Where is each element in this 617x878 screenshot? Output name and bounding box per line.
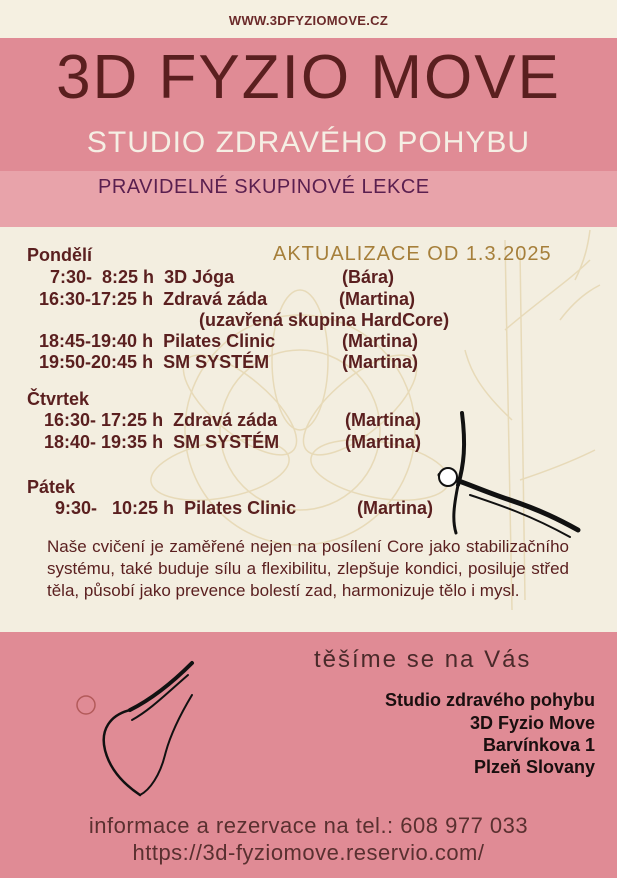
row-note: (uzavřená skupina HardCore) xyxy=(199,310,450,330)
row-instructor: (Martina) xyxy=(357,498,433,518)
row-time: 18:40- 19:35 h xyxy=(44,432,164,452)
row-lesson: Pilates Clinic xyxy=(163,331,276,351)
row-lesson: Zdravá záda xyxy=(163,289,268,309)
schedule-row xyxy=(44,410,277,431)
row-lesson: 3D Jóga xyxy=(164,267,235,287)
description-text: Naše cvičení je zaměřené nejen na posílení Core jako stabilizačního systému, také buduje sílu a flexibilitu, zlepšuje kondici, posiluje střed těla, působí jako prevence bolestí zad, harmonizuje tělo i mysl. xyxy=(47,537,569,600)
day-friday: Pátek xyxy=(27,477,76,497)
row-time: 9:30- 10:25 h xyxy=(55,498,175,518)
day-thursday: Čtvrtek xyxy=(27,389,90,409)
row-time: 16:30- 17:25 h xyxy=(44,410,164,430)
row-time: 7:30- 8:25 h xyxy=(50,267,155,287)
schedule-row xyxy=(44,432,279,453)
row-lesson: Zdravá záda xyxy=(173,410,278,430)
row-time: 18:45-19:40 h xyxy=(39,331,154,351)
row-instructor: (Martina) xyxy=(339,289,415,309)
update-note: AKTUALIZACE OD 1.3.2025 xyxy=(273,243,552,265)
stretch-figure-icon xyxy=(70,655,200,805)
lessons-heading: PRAVIDELNÉ SKUPINOVÉ LEKCE xyxy=(98,176,430,198)
schedule-row xyxy=(39,331,275,352)
row-lesson: Pilates Clinic xyxy=(184,498,297,518)
day-monday: Pondělí xyxy=(27,245,93,265)
schedule-row xyxy=(55,498,296,519)
contact-phone: informace a rezervace na tel.: 608 977 033 xyxy=(88,813,529,838)
schedule-row xyxy=(50,267,234,288)
website-url[interactable]: WWW.3DFYZIOMOVE.CZ xyxy=(228,13,389,28)
row-instructor: (Martina) xyxy=(345,410,421,430)
address-line-3: Barvínkova 1 xyxy=(482,735,595,755)
schedule-row xyxy=(39,289,267,310)
row-time: 16:30-17:25 h xyxy=(39,289,154,309)
row-instructor: (Martina) xyxy=(345,432,421,452)
plank-figure-icon xyxy=(430,405,590,555)
studio-title: 3D FYZIO MOVE xyxy=(56,43,561,112)
row-instructor: (Martina) xyxy=(342,331,418,351)
row-instructor: (Martina) xyxy=(342,352,418,372)
address-line-2: 3D Fyzio Move xyxy=(469,713,595,733)
reservation-link[interactable]: https://3d-fyziomove.reservio.com/ xyxy=(132,840,485,865)
schedule-row xyxy=(39,352,269,373)
row-lesson: SM SYSTÉM xyxy=(173,432,280,452)
address-line-4: Plzeň Slovany xyxy=(473,757,595,777)
studio-subtitle: STUDIO ZDRAVÉHO POHYBU xyxy=(86,126,531,159)
row-lesson: SM SYSTÉM xyxy=(163,352,270,372)
row-instructor: (Bára) xyxy=(342,267,395,287)
greeting-text: těšíme se na Vás xyxy=(314,646,532,673)
address-line-1: Studio zdravého pohybu xyxy=(385,690,595,710)
row-time: 19:50-20:45 h xyxy=(39,352,154,372)
